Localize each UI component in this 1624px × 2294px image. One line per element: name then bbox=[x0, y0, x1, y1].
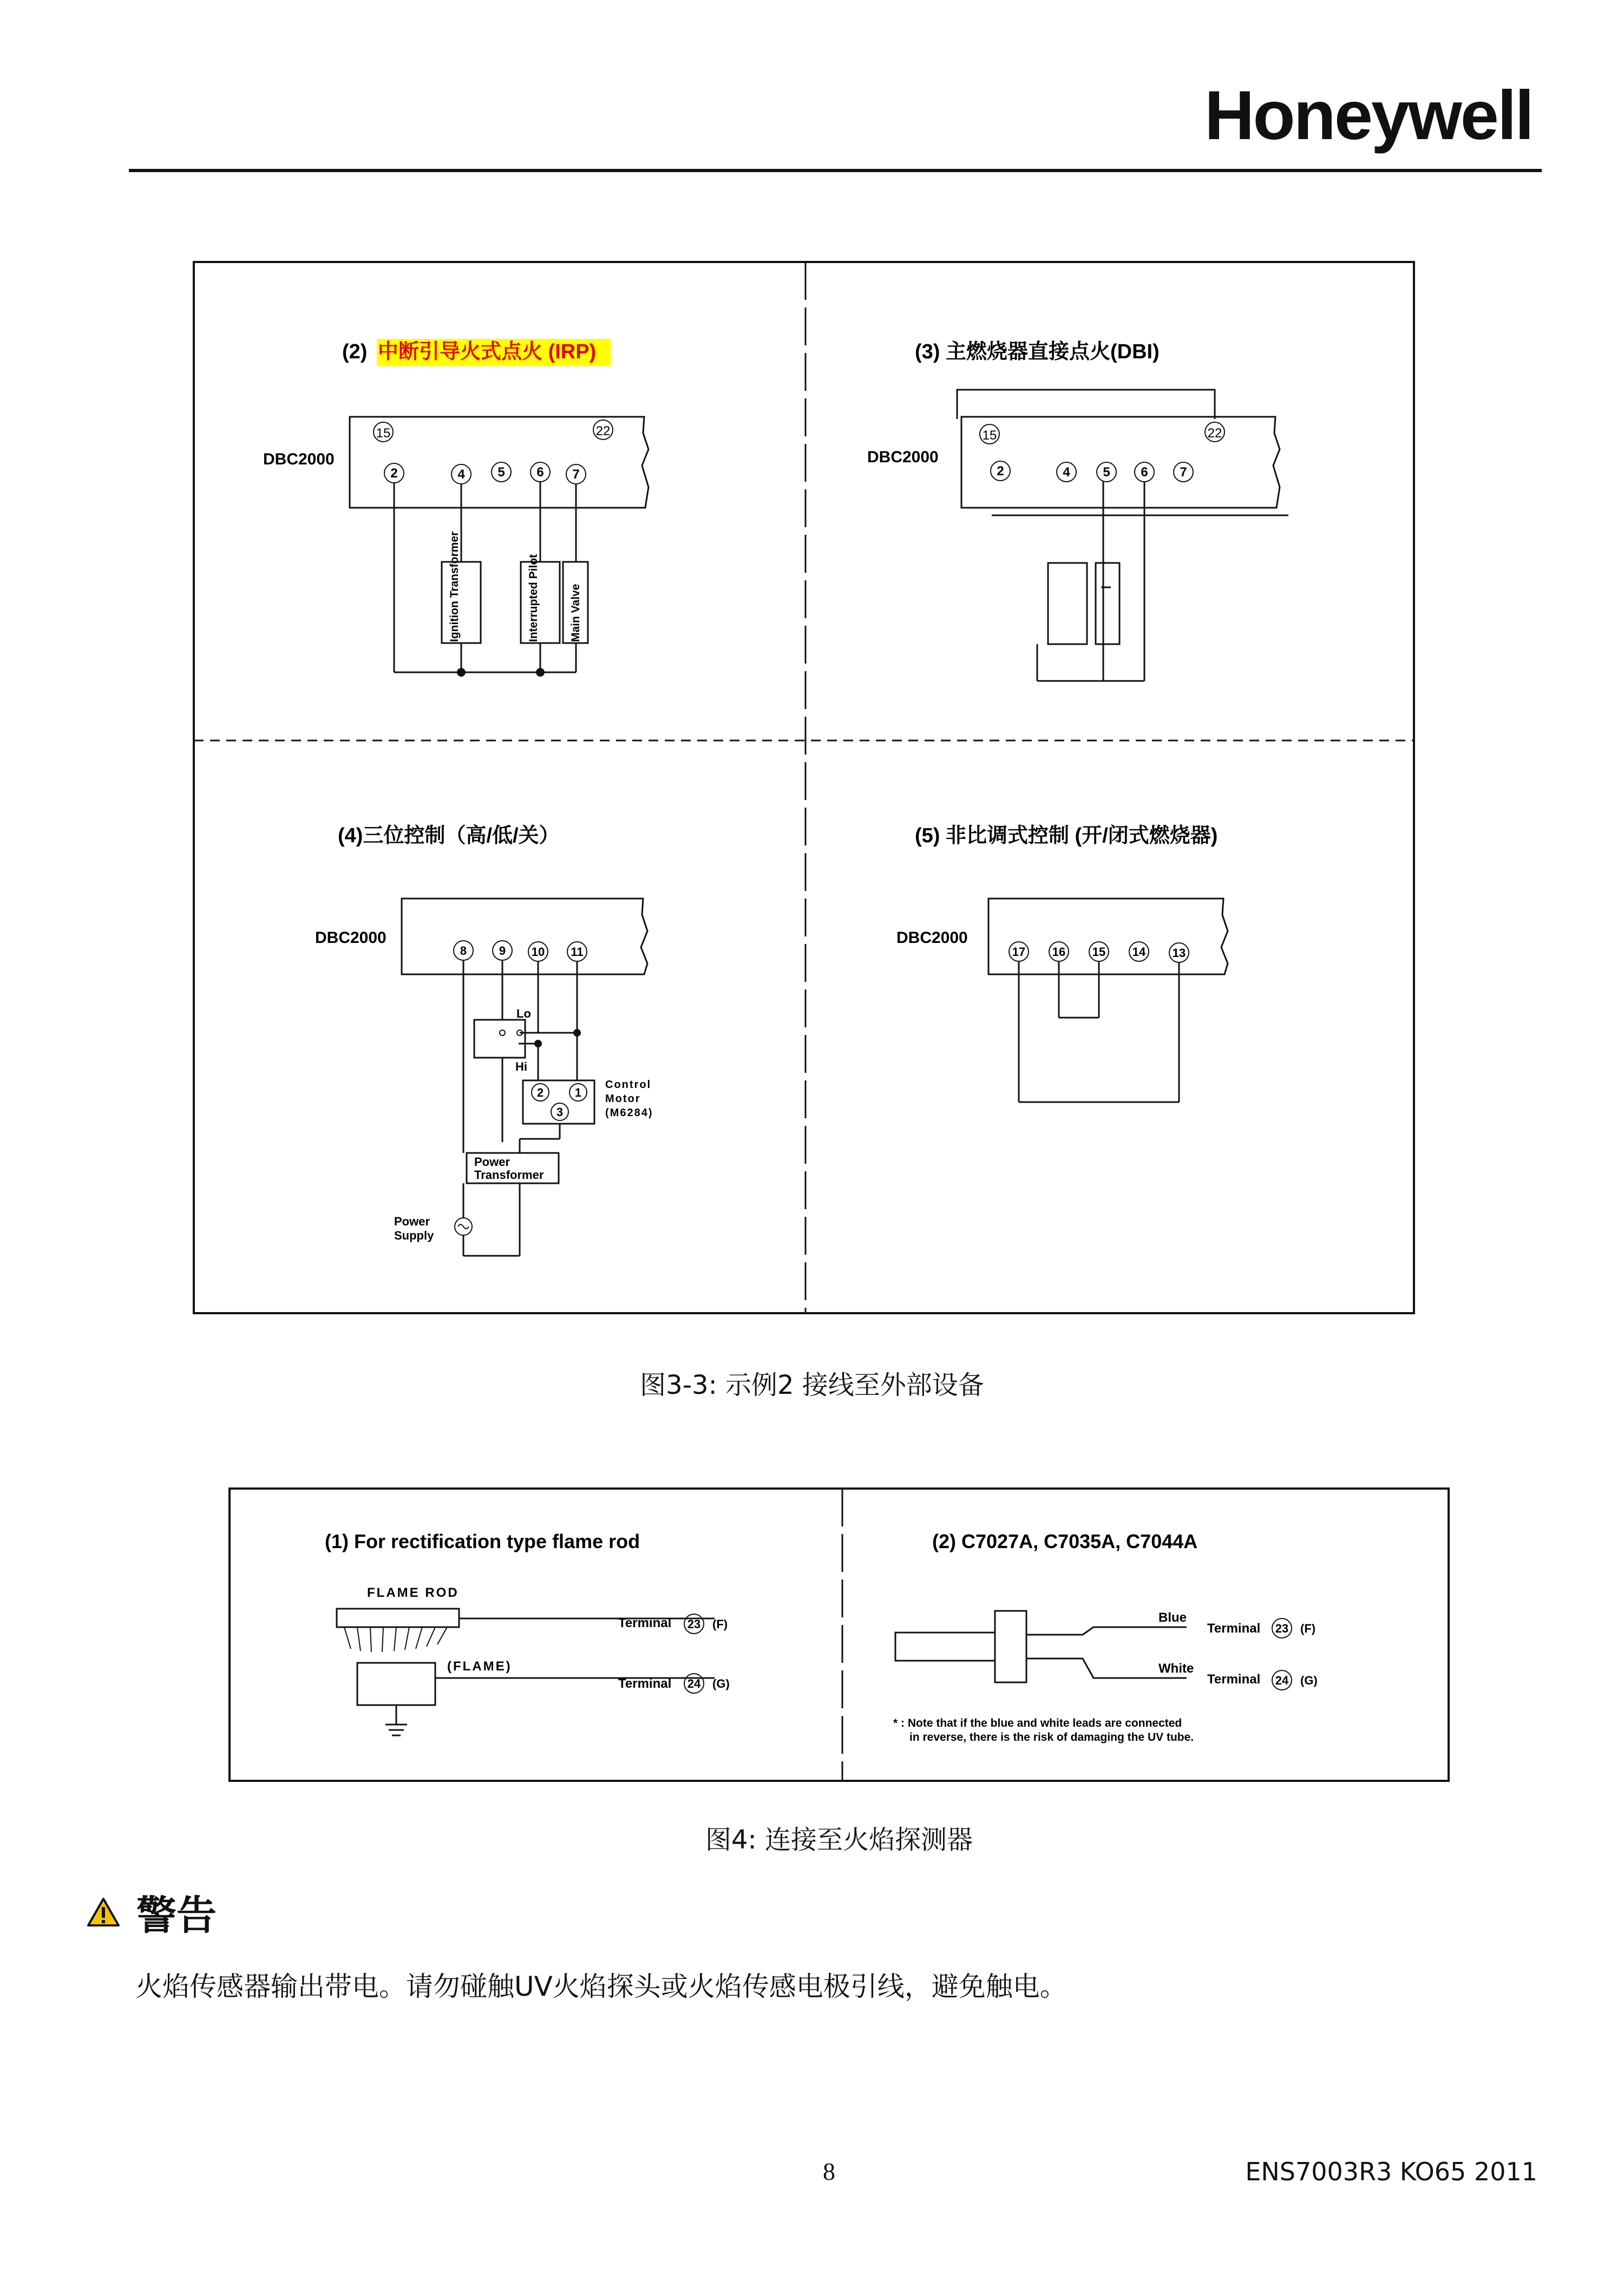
uv-sensor-title: (2) C7027A, C7035A, C7044A bbox=[932, 1530, 1198, 1552]
interrupted-pilot-label: Interrupted Pilot bbox=[527, 554, 540, 642]
irp-title: 中断引导火式点火 (IRP) bbox=[378, 340, 597, 363]
panel-irp bbox=[263, 339, 649, 677]
irp-terminal-5-label: 5 bbox=[497, 465, 505, 480]
nonmod-terminal-14-label: 14 bbox=[1132, 945, 1146, 959]
dbi-component-2 bbox=[1096, 563, 1119, 644]
irp-terminal-15-label: 15 bbox=[376, 426, 391, 441]
control-motor-label-3: (M6284) bbox=[605, 1107, 653, 1119]
switch-lo-label: Lo bbox=[516, 1007, 531, 1020]
warning-icon bbox=[87, 1897, 120, 1928]
switch-hi-label: Hi bbox=[515, 1060, 527, 1073]
flame-rod-panel bbox=[325, 1530, 730, 1735]
three-pos-wiring bbox=[463, 960, 594, 1256]
uv-sensor-panel bbox=[893, 1530, 1318, 1744]
nonmod-terminal-16-label: 16 bbox=[1052, 945, 1066, 959]
blue-label: Blue bbox=[1158, 1610, 1187, 1625]
terminal-word-f-right: Terminal bbox=[1207, 1621, 1261, 1636]
uv-sensor-tube bbox=[895, 1633, 995, 1661]
motor-terminal-1-label: 1 bbox=[574, 1086, 582, 1099]
terminal-23-right: 23 bbox=[1275, 1622, 1289, 1635]
terminal-word-g-right: Terminal bbox=[1207, 1672, 1261, 1687]
blue-lead bbox=[1026, 1627, 1187, 1635]
terminal-word-g-left: Terminal bbox=[618, 1676, 672, 1691]
dbi-title: (3) 主燃烧器直接点火(DBI) bbox=[915, 340, 1160, 363]
motor-terminal-2-label: 2 bbox=[536, 1086, 544, 1099]
flame-strands bbox=[344, 1627, 447, 1652]
flame-rod-body bbox=[337, 1609, 459, 1627]
panel-non-modulating bbox=[896, 824, 1228, 1102]
dbi-component-1 bbox=[1048, 563, 1087, 644]
figure-3-caption: 图3-3: 示例2 接线至外部设备 bbox=[640, 1370, 984, 1400]
figure-4-caption: 图4: 连接至火焰探测器 bbox=[705, 1825, 973, 1855]
dbi-terminal-7-label: 7 bbox=[1180, 465, 1187, 480]
dbi-device-label: DBC2000 bbox=[867, 448, 939, 466]
flame-rod-title: (1) For rectification type flame rod bbox=[325, 1530, 640, 1552]
nonmod-terminal-17-label: 17 bbox=[1012, 945, 1026, 959]
nonmod-device-box bbox=[988, 899, 1228, 974]
flame-rod-label: FLAME ROD bbox=[367, 1585, 459, 1600]
brand-logo: Honeywell bbox=[1204, 77, 1533, 154]
dbi-terminal-4-label: 4 bbox=[1063, 465, 1070, 480]
nonmod-terminal-13-label: 13 bbox=[1172, 946, 1186, 960]
three-pos-terminal-9-label: 9 bbox=[499, 944, 506, 958]
warning-body: 火焰传感器输出带电。请勿碰触UV火焰探头或火焰传感电极引线，避免触电。 bbox=[135, 1971, 1067, 2002]
power-supply-label-1: Power bbox=[394, 1215, 430, 1228]
dbi-terminal-2-label: 2 bbox=[997, 464, 1004, 479]
control-motor-label-1: Control bbox=[605, 1079, 652, 1091]
irp-junction-1 bbox=[457, 668, 466, 677]
dbi-jumper bbox=[957, 390, 1215, 419]
nonmod-wiring bbox=[1019, 961, 1179, 1102]
terminal-g-right: (G) bbox=[1300, 1674, 1318, 1687]
irp-terminal-6-label: 6 bbox=[536, 465, 544, 480]
ignition-transformer-box bbox=[442, 562, 481, 643]
motor-terminal-3-label: 3 bbox=[556, 1105, 564, 1119]
uv-sensor-body bbox=[995, 1611, 1026, 1682]
dbi-device-box bbox=[961, 417, 1280, 508]
flame-label: (FLAME) bbox=[447, 1659, 512, 1674]
warning-title: 警告 bbox=[136, 1892, 217, 1939]
terminal-24-left: 24 bbox=[687, 1677, 701, 1690]
terminal-word-f-left: Terminal bbox=[618, 1616, 672, 1630]
ignition-transformer-label: Ignition Transformer bbox=[448, 531, 461, 642]
power-transformer-label-2: Transformer bbox=[474, 1168, 544, 1182]
irp-terminal-7-label: 7 bbox=[572, 467, 580, 482]
document-code: ENS7003R3 KO65 2011 bbox=[1245, 2157, 1537, 2186]
three-pos-device-box bbox=[402, 899, 647, 974]
irp-prefix: (2) bbox=[342, 340, 368, 363]
three-pos-terminal-8-label: 8 bbox=[460, 944, 467, 958]
power-transformer-label-1: Power bbox=[474, 1155, 510, 1169]
terminal-f-right: (F) bbox=[1300, 1622, 1316, 1635]
dbi-terminal-5-label: 5 bbox=[1103, 465, 1110, 480]
three-pos-device-label: DBC2000 bbox=[315, 929, 387, 947]
three-pos-terminal-10-label: 10 bbox=[531, 945, 545, 959]
uv-note-line-2: in reverse, there is the risk of damaging the UV tube. bbox=[909, 1731, 1194, 1744]
power-supply-label-2: Supply bbox=[394, 1229, 434, 1242]
irp-device-label: DBC2000 bbox=[263, 450, 335, 468]
irp-terminal-22-label: 22 bbox=[595, 424, 611, 438]
figure-3-frame bbox=[194, 262, 1414, 1313]
irp-terminal-2-label: 2 bbox=[390, 466, 398, 481]
irp-terminal-4-label: 4 bbox=[457, 467, 465, 482]
warning-heading bbox=[87, 1884, 217, 1941]
terminal-g-left: (G) bbox=[712, 1677, 730, 1690]
white-label: White bbox=[1158, 1661, 1194, 1676]
flame-burner bbox=[357, 1663, 435, 1705]
figure-4-diagram bbox=[0, 1461, 1624, 1797]
terminal-f-left: (F) bbox=[712, 1617, 728, 1631]
nonmod-terminal-15-label: 15 bbox=[1092, 945, 1106, 959]
terminal-23-left: 23 bbox=[687, 1617, 701, 1631]
panel-three-position bbox=[315, 824, 653, 1256]
dbi-wiring bbox=[992, 482, 1288, 681]
irp-junction-2 bbox=[536, 668, 545, 677]
main-valve-label: Main Valve bbox=[569, 584, 582, 642]
uv-note-line-1: * : Note that if the blue and white leads are connected bbox=[893, 1717, 1182, 1729]
three-pos-terminal-11-label: 11 bbox=[571, 945, 584, 959]
page-number: 8 bbox=[823, 2158, 835, 2185]
dbi-terminal-6-label: 6 bbox=[1141, 465, 1148, 480]
panel-dbi bbox=[867, 340, 1288, 681]
nonmod-device-label: DBC2000 bbox=[896, 929, 968, 947]
control-motor-label-2: Motor bbox=[605, 1093, 641, 1105]
three-pos-title: (4)三位控制（高/低/关） bbox=[338, 824, 560, 847]
terminal-24-right: 24 bbox=[1275, 1674, 1289, 1687]
nonmod-title: (5) 非比调式控制 (开/闭式燃烧器) bbox=[915, 824, 1218, 847]
interrupted-pilot-box bbox=[521, 562, 560, 643]
dbi-terminal-15-label: 15 bbox=[982, 428, 997, 443]
dbi-terminal-22-label: 22 bbox=[1207, 426, 1222, 441]
